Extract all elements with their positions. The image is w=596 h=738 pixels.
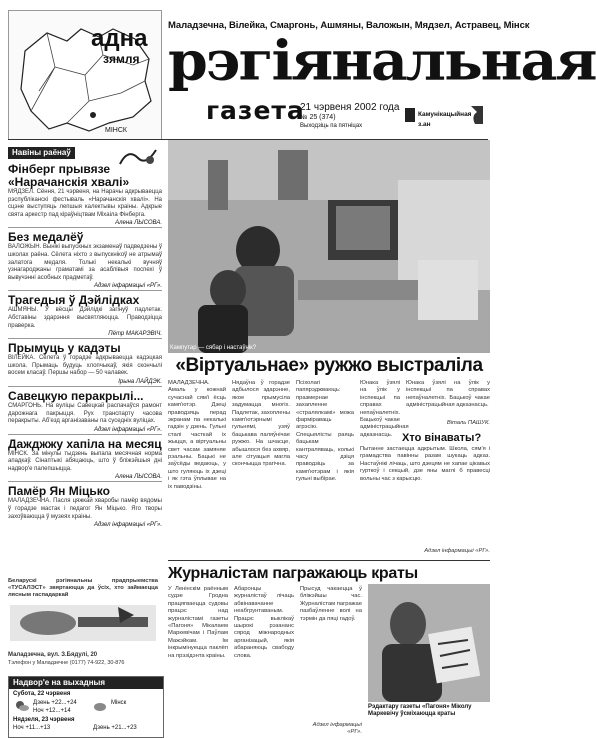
advertisement	[8, 578, 162, 668]
ad-address: Маладзечна, вул. З.Бядулі, 20	[8, 652, 98, 658]
second-photo	[368, 584, 490, 702]
lead-author: Віталь ПАШУК.	[446, 420, 490, 426]
news-author: Адзел інфармацыі «РГ».	[93, 426, 162, 433]
weather-day-1-night-temp: Ноч +12...+14	[33, 708, 71, 714]
news-title: Савецкую перакрылі...	[8, 388, 144, 403]
second-photo-caption: Рэдактару газеты «Пагоня» Міколу Маркевічу ўсміхаюцца краты	[368, 704, 472, 717]
lead-author-2: Адзел інфармацыі «РГ».	[424, 548, 490, 554]
weather-box	[8, 676, 164, 738]
cloud-icon	[93, 700, 107, 712]
issue-date: 21 чэрвеня 2002 года	[300, 102, 400, 113]
divider	[8, 338, 162, 339]
weather-city: Мінск	[111, 700, 127, 706]
weather-day-2: Нядзеля, 23 чэрвеня	[13, 717, 75, 723]
second-text-col-1: У Ленінскім раённым судзе Гродна працягваецца судовы працэс над журналістамі газеты «Пагоня» Мікалаем Маркевічам і Паўлам Мажэйкам. Ім інкрымінуецца паклёп на прэзідэнта краіны.	[168, 586, 228, 659]
news-title: Без медалёў	[8, 230, 84, 245]
ad-text: Беларускі рэгіянальны прадпрыемства «ТУСАЛЭСТ» звяртаюцца да ўсіх, хто займаецца лясным гаспадаркай	[8, 578, 158, 598]
section-divider	[168, 560, 490, 561]
news-item	[8, 231, 162, 290]
divider	[8, 386, 162, 387]
weather-day-1: Субота, 22 чэрвеня	[13, 691, 71, 697]
second-text-col-3: Прысуд чакаецца ў бліжэйшы час. Журналістам пагражае пазбаўленне волі на тэрмін да пяці гадоў.	[300, 586, 362, 622]
news-author: Ірына ЛАЙДЭК.	[118, 378, 162, 385]
lead-subheading: Хто вінаваты?	[402, 432, 482, 444]
news-item	[8, 390, 162, 434]
weather-day-1-day-temp: Дзень +22...+24	[33, 700, 77, 706]
ad-illustration	[8, 599, 158, 647]
lead-text-col-4: Юнака ўзялі на ўлік у інспекцыі па справах непаўналетніх. Бацькоў чакае адміністрацыйная адказнасць.	[360, 380, 409, 438]
lead-photo-caption: Кампутар — сябар і настаўнік?	[170, 345, 257, 351]
news-author: Пётр МАКАРЭВІЧ.	[108, 331, 162, 338]
sun-cloud-icon	[15, 700, 29, 712]
divider	[8, 434, 162, 435]
lead-headline: «Віртуальнае» ружжо выстраліла	[175, 355, 483, 376]
second-headline: Журналістам пагражаюць краты	[168, 565, 418, 582]
publisher-logo-text: Камунікацыйная з.ан	[418, 111, 472, 128]
towns-list: Маладзечна, Вілейка, Смаргонь, Ашмяны, Валожын, Мядзел, Астравец, Мінск	[168, 20, 530, 31]
news-text: АШМЯНЫ. У вёсцы Дэйлідкі загінуў падлетак. Абставіны здарэння высвятляюцца. Праводзіцца праверка.	[8, 307, 162, 329]
lead-text-col-1: МАЛАДЗЕЧНА. Амаль у кожнай сучаснай сям'і ёсць камп'ютэр. Дзеці праводзяць перад экранам па некалькі гадзін у дзень. Гульні сталі часткай іх жыцця, а віртуальны свет часам замяняе рэальны. Бацькі не заўсёды ведаюць, у што гуляюць іх дзеці і як гэта ўплывае на іх паводзіны.	[168, 380, 226, 490]
news-text: МАЛАДЗЕЧНА. Пасля цяжкай хваробы памёр вядомы ў горадзе мастак і педагог Ян Міцько. Яго творы захоўваюцца ў музеях краіны.	[8, 498, 162, 520]
map-title-zyamlya: зямля	[103, 52, 140, 66]
ad-phone: Тэлефон у Маладзечне (0177) 74-922, 30-876	[8, 659, 125, 666]
news-title: Памёр Ян Міцько	[8, 484, 110, 499]
issue-frequency: Выходзіць па пятніцах	[300, 123, 363, 129]
news-item	[8, 342, 162, 386]
news-author: Алена ЛЫСОВА.	[115, 474, 162, 481]
rubric-decoration	[118, 146, 158, 168]
news-text: МІНСК. За мінулы тыдзень выпала месячная норма ападкаў. Сінаптыкі абяцаюць, што ў бліжэйшыя дні надвор'е палепшыцца.	[8, 450, 162, 472]
divider	[8, 227, 162, 228]
weather-title: Надвор'е на выхадныя	[9, 677, 163, 689]
news-title: Даждж‌жу хапіла на месяц	[8, 436, 162, 451]
second-text-col-2: Абаронцы журналістаў лічаць абвінавачанне неабгрунтаваным. Працэс выклікаў шырокі рэзананс сярод міжнародных арганізацый, якія абараняюць свабоду слова.	[234, 586, 294, 659]
divider	[8, 481, 162, 482]
map-title-adna: адна	[91, 25, 148, 52]
news-item	[8, 438, 162, 482]
news-column	[8, 142, 162, 529]
lead-text-col-2: Нядаўна ў горадзе адбылося здарэнне, якое прымусіла задумацца многіх. Падлетак, захоплены камп'ютэрнымі гульнямі, узяў бацькава паляўнічае ружжо. На шчасце, абышлося без ахвяр, але сітуацыя магла скончыцца трагічна.	[232, 380, 290, 468]
news-text: ВІЛЕЙКА. Сёлета ў горадзе адкрываецца кадэцкая школа. Прымаць будуць хлопчыкаў, якія скончылі восем класаў. Першы набор — 50 чалавек.	[8, 355, 162, 377]
journalist-photo	[368, 584, 490, 702]
news-text: ВАЛОЖЫН. Вынікі выпускных экзаменаў падведзены ў школах раёна. Сёлета ніхто з выпускнікоў не атрымаў залатога медаля. Толькі некалькі вучняў узнагароджаны граматамі за асаблівыя поспехі ў вывучэнні асобных прадметаў.	[8, 244, 162, 281]
lead-photo	[168, 140, 490, 353]
news-title: Фінберг прывязе «Нарачанскія хвалі»	[8, 162, 130, 189]
weather-day-2-night-temp: Ноч +11...+13	[13, 725, 51, 731]
boys-at-computer-photo	[168, 140, 490, 353]
news-author: Адзел інфармацыі «РГ».	[93, 522, 162, 529]
news-title: Трагедыя ў Дэйлідках	[8, 293, 140, 308]
lead-text-col-3: Псіхолагі папярэджваюць: празмернае захапленне «стралялкамі» можа фарміраваць агрэсію. Спецыялісты раяць бацькам кантраляваць, колькі часу дзіця праводзіць за камп'ютэрам і якія гульні выбірае.	[296, 380, 354, 483]
news-text: СМАРГОНЬ. На вуліцы Савецкай распачаўся рамонт дарожнага пакрыцця. Рух транспарту часова перакрыты. Аб'езд арганізаваны па суседніх вуліцах.	[8, 402, 162, 425]
news-title: Прымуць у кадэты	[8, 341, 121, 356]
news-author: Алена ЛЫСОВА.	[115, 220, 162, 227]
newspaper-brand: рэгіянальная	[168, 29, 596, 93]
lead-text-col-5: Пытанне застаецца адкрытым. Школа, сям'я і грамадства павінны разам шукаць адказ. Настаўнікі лічаць, што дзецям не хапае цікавых гурткоў і секцый, дзе яны маглі б правесці вольны час з карысцю.	[360, 446, 490, 482]
rubric-regional-news: Навіны раёнаў	[8, 147, 75, 159]
map-city-label: МІНСК	[105, 127, 127, 134]
news-author: Адзел інфармацыі «РГ».	[93, 283, 162, 290]
weather-day-2-day-temp: Дзень +21...+23	[93, 725, 137, 731]
second-author: Адзел інфармацыі «РГ».	[312, 722, 362, 736]
publisher-logo	[405, 104, 485, 126]
news-item	[8, 163, 162, 227]
region-map	[8, 10, 162, 140]
news-text: МЯДЗЕЛ. Сёння, 21 чэрвеня, на Нарачы адкрываецца рэспубліканскі фестываль «Нарачанскія хвалі». На сцэне выступяць лепшыя калектывы краіны. Адкрые свята аркестр пад кіраўніцтвам Міхаіла Фінберга.	[8, 189, 162, 218]
newspaper-brand-gazeta: газета	[206, 96, 305, 125]
divider	[8, 290, 162, 291]
news-item	[8, 485, 162, 529]
lead-text-col-4b: Юнака ўзялі на ўлік у інспекцыі па справах непаўналетніх. Бацькоў чакае адміністрацыйная адказнасць.	[406, 380, 490, 409]
issue-number: № 25 (374)	[300, 114, 336, 121]
ornament-icon	[118, 146, 158, 168]
news-item	[8, 294, 162, 338]
